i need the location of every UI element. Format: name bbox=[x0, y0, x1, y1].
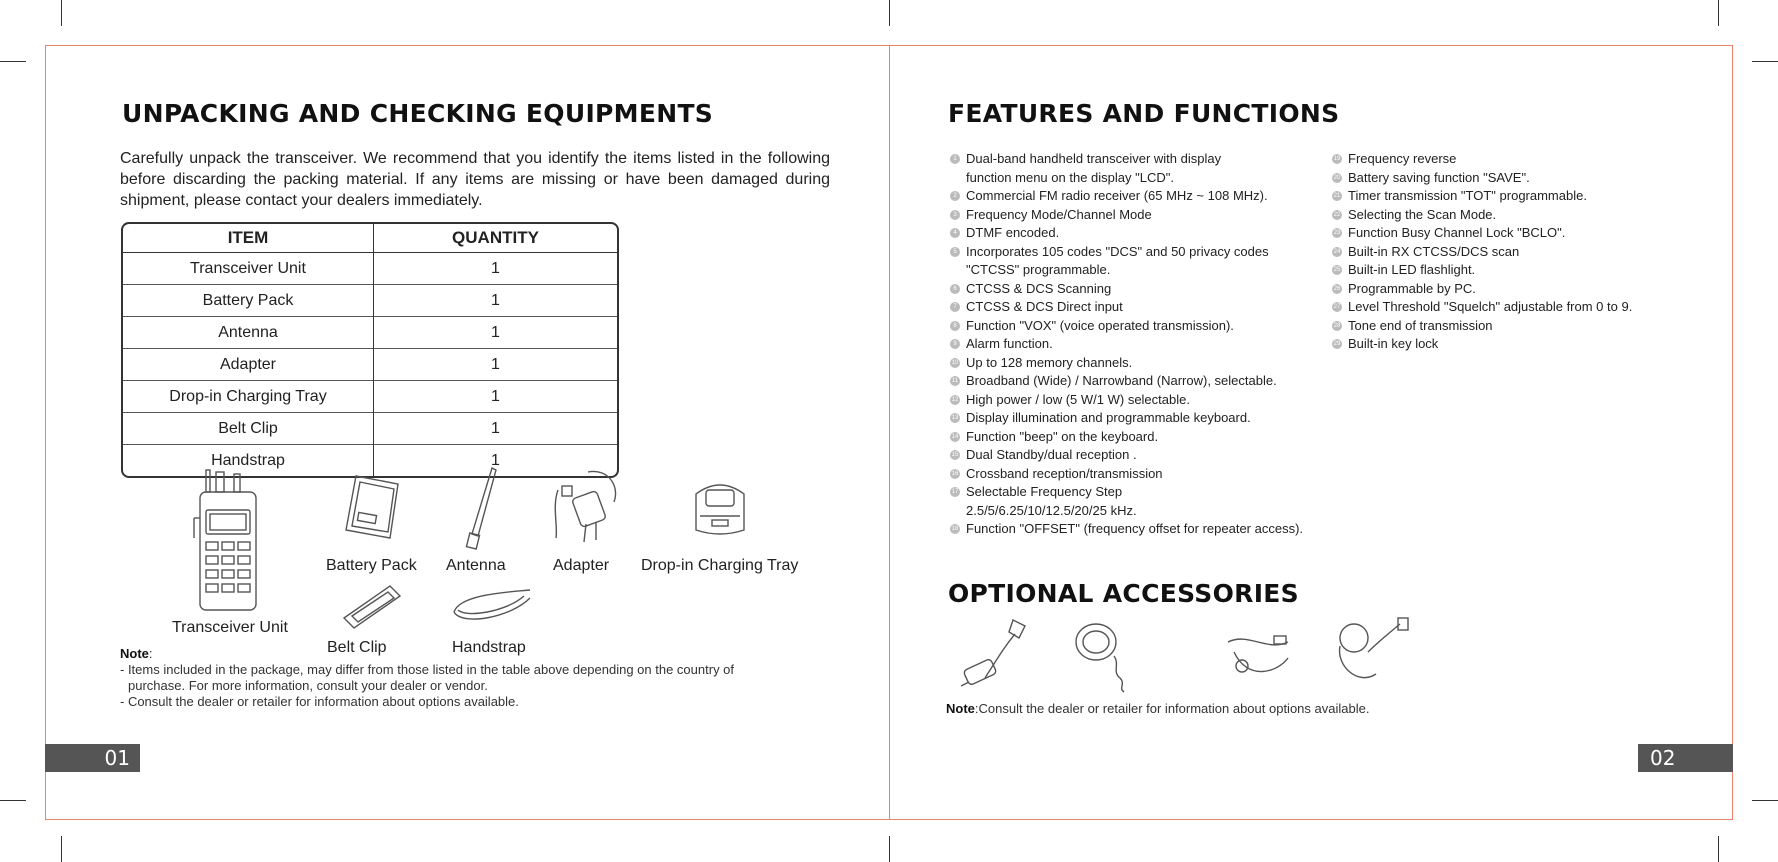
feature-number-bullet: 24 bbox=[1333, 248, 1341, 255]
feature-text: Dual-band handheld transceiver with display bbox=[966, 151, 1222, 166]
note-label: Note bbox=[120, 646, 149, 661]
table-row bbox=[123, 413, 617, 445]
table-row bbox=[123, 285, 617, 317]
feature-text: CTCSS & DCS Scanning bbox=[966, 280, 1112, 296]
crop-mark bbox=[889, 0, 890, 26]
quantity-cell: 1 bbox=[374, 285, 617, 317]
feature-text: High power / low (5 W/1 W) selectable. bbox=[966, 391, 1190, 407]
feature-number-bullet: 9 bbox=[950, 339, 960, 349]
feature-item bbox=[950, 187, 1340, 206]
table-row bbox=[123, 381, 617, 413]
table-row bbox=[123, 317, 617, 349]
page-number-text: 02 bbox=[1650, 746, 1676, 770]
feature-text: Timer transmission "TOT" programmable. bbox=[1348, 188, 1587, 203]
feature-text: Frequency Mode/Channel Mode bbox=[966, 206, 1152, 222]
feature-text: Crossband reception/transmission bbox=[966, 465, 1163, 481]
feature-number-bullet: 22 bbox=[1333, 211, 1341, 218]
feature-text: Commercial FM radio receiver (65 MHz ~ 108 MHz). bbox=[966, 188, 1268, 203]
accessories-title: OPTIONAL ACCESSORIES bbox=[948, 579, 1299, 608]
item-cell: Drop-in Charging Tray bbox=[123, 381, 374, 413]
feature-item bbox=[950, 317, 1340, 336]
feature-item bbox=[950, 280, 1340, 299]
feature-text: Tone end of transmission bbox=[1348, 317, 1493, 333]
crop-mark bbox=[1752, 61, 1778, 62]
feature-text: Dual Standby/dual reception . bbox=[966, 447, 1137, 462]
feature-item bbox=[1332, 261, 1672, 280]
feature-number-bullet: 2 bbox=[950, 191, 960, 201]
note-text: :Consult the dealer or retailer for information about options available. bbox=[974, 701, 1370, 716]
crop-mark bbox=[1752, 800, 1778, 801]
item-cell: Transceiver Unit bbox=[123, 253, 374, 285]
crop-mark bbox=[889, 836, 890, 862]
feature-text: Function Busy Channel Lock "BCLO". bbox=[1348, 225, 1566, 240]
page-number-left bbox=[45, 744, 140, 772]
feature-number-bullet: 18 bbox=[951, 526, 959, 532]
feature-text: DTMF encoded. bbox=[966, 225, 1060, 240]
feature-text: Broadband (Wide) / Narrowband (Narrow), selectable. bbox=[966, 373, 1277, 388]
feature-number-bullet: 8 bbox=[950, 321, 960, 331]
feature-item bbox=[950, 409, 1340, 428]
caption-battery-pack: Battery Pack bbox=[326, 557, 417, 574]
feature-item bbox=[950, 391, 1340, 410]
feature-number-bullet: 27 bbox=[1333, 304, 1341, 310]
feature-item bbox=[950, 446, 1340, 465]
feature-number-bullet: 1 bbox=[950, 154, 960, 164]
left-note bbox=[120, 646, 840, 710]
note-label: Note bbox=[946, 701, 975, 716]
feature-item bbox=[950, 335, 1340, 354]
feature-item bbox=[950, 483, 1340, 502]
feature-text-continued: 2.5/5/6.25/10/12.5/20/25 kHz. bbox=[966, 502, 1137, 518]
antenna-illustration bbox=[462, 466, 502, 552]
crop-mark bbox=[1718, 0, 1719, 26]
item-cell: Battery Pack bbox=[123, 285, 374, 317]
feature-text: Up to 128 memory channels. bbox=[966, 354, 1133, 370]
column-header-item: ITEM bbox=[123, 224, 374, 253]
note-line: purchase. For more information, consult your dealer or vendor. bbox=[128, 678, 488, 693]
feature-text: Function "VOX" (voice operated transmission). bbox=[966, 317, 1234, 333]
page-number-text: 01 bbox=[104, 746, 130, 770]
feature-item bbox=[1332, 280, 1672, 299]
table-row bbox=[123, 253, 617, 285]
quantity-cell: 1 bbox=[374, 317, 617, 349]
feature-item bbox=[950, 224, 1340, 243]
feature-item bbox=[1332, 317, 1672, 336]
feature-number-bullet: 6 bbox=[950, 284, 960, 294]
caption-belt-clip: Belt Clip bbox=[327, 639, 387, 656]
car-charger-illustration bbox=[955, 616, 1035, 694]
crop-mark bbox=[61, 836, 62, 862]
adapter-illustration bbox=[548, 466, 624, 546]
feature-number-bullet: 28 bbox=[1333, 322, 1341, 329]
item-cell: Handstrap bbox=[123, 445, 374, 476]
caption-transceiver: Transceiver Unit bbox=[172, 619, 288, 636]
feature-item bbox=[950, 372, 1340, 391]
feature-text: Alarm function. bbox=[966, 336, 1053, 351]
quantity-cell: 1 bbox=[374, 253, 617, 285]
feature-item bbox=[950, 206, 1340, 225]
feature-number-bullet: 4 bbox=[950, 228, 960, 238]
feature-item bbox=[950, 243, 1340, 262]
quantity-cell: 1 bbox=[374, 413, 617, 445]
quantity-cell: 1 bbox=[374, 349, 617, 381]
item-cell: Adapter bbox=[123, 349, 374, 381]
feature-item bbox=[950, 354, 1340, 373]
caption-charging-tray: Drop-in Charging Tray bbox=[641, 557, 799, 574]
feature-item bbox=[950, 150, 1340, 169]
page-fold bbox=[889, 45, 890, 820]
feature-text: Selectable Frequency Step bbox=[966, 484, 1123, 499]
item-cell: Belt Clip bbox=[123, 413, 374, 445]
feature-text: Incorporates 105 codes "DCS" and 50 privacy codes bbox=[966, 243, 1269, 259]
feature-item bbox=[1332, 243, 1672, 262]
crop-mark bbox=[61, 0, 62, 26]
earpiece-illustration bbox=[1218, 622, 1298, 690]
caption-adapter: Adapter bbox=[553, 557, 610, 574]
feature-item bbox=[950, 298, 1340, 317]
feature-text: Frequency reverse bbox=[1348, 151, 1457, 166]
caption-handstrap: Handstrap bbox=[452, 639, 526, 656]
headset-illustration bbox=[1328, 616, 1418, 694]
quantity-cell: 1 bbox=[374, 381, 617, 413]
features-list-left bbox=[950, 150, 1340, 539]
feature-number-bullet: 17 bbox=[951, 489, 959, 495]
feature-text: Selecting the Scan Mode. bbox=[1348, 206, 1497, 222]
item-cell: Antenna bbox=[123, 317, 374, 349]
feature-text: Programmable by PC. bbox=[1348, 280, 1476, 296]
feature-text: Function "beep" on the keyboard. bbox=[966, 428, 1159, 444]
quantity-cell: 1 bbox=[491, 451, 500, 469]
crop-mark bbox=[1718, 836, 1719, 862]
feature-number-bullet: 10 bbox=[951, 359, 959, 366]
feature-item bbox=[950, 465, 1340, 484]
handstrap-illustration bbox=[450, 586, 536, 628]
feature-number-bullet: 29 bbox=[1333, 341, 1341, 347]
crop-mark bbox=[0, 61, 26, 62]
feature-number-bullet: 26 bbox=[1333, 285, 1341, 292]
feature-number-bullet: 19 bbox=[1333, 156, 1341, 162]
feature-item bbox=[1332, 335, 1672, 354]
right-note bbox=[946, 701, 1369, 717]
crop-mark bbox=[0, 800, 26, 801]
feature-number-bullet: 11 bbox=[951, 378, 959, 384]
items-table bbox=[121, 222, 619, 478]
feature-number-bullet: 21 bbox=[1333, 193, 1341, 199]
feature-text: Display illumination and programmable keyboard. bbox=[966, 410, 1251, 425]
feature-text: Function "OFFSET" (frequency offset for repeater access). bbox=[966, 521, 1304, 536]
transceiver-illustration bbox=[190, 468, 270, 614]
belt-clip-illustration bbox=[338, 582, 408, 630]
feature-number-bullet: 3 bbox=[950, 210, 960, 220]
feature-number-bullet: 23 bbox=[1333, 230, 1341, 236]
feature-number-bullet: 14 bbox=[951, 433, 959, 440]
feature-text: CTCSS & DCS Direct input bbox=[966, 299, 1123, 314]
feature-number-bullet: 7 bbox=[950, 302, 960, 312]
feature-number-bullet: 15 bbox=[951, 452, 959, 458]
feature-number-bullet: 5 bbox=[950, 247, 960, 257]
right-page-title: FEATURES AND FUNCTIONS bbox=[948, 99, 1340, 128]
feature-number-bullet: 20 bbox=[1333, 174, 1341, 181]
note-colon: : bbox=[148, 646, 153, 661]
feature-text: Built-in LED flashlight. bbox=[1348, 262, 1476, 277]
table-row bbox=[123, 349, 617, 381]
feature-item bbox=[1332, 298, 1672, 317]
caption-antenna: Antenna bbox=[446, 557, 506, 574]
note-line: - Items included in the package, may differ from those listed in the table above depending on the country of bbox=[120, 662, 735, 677]
feature-number-bullet: 25 bbox=[1333, 267, 1341, 273]
feature-item bbox=[1332, 150, 1672, 169]
intro-paragraph: Carefully unpack the transceiver. We recommend that you identify the items listed in the following before discarding the packing material. If any items are missing or have been damaged during shipment, please contact your dealers immediately. bbox=[120, 150, 830, 209]
feature-text-continued: "CTCSS" programmable. bbox=[966, 262, 1111, 277]
feature-item bbox=[1332, 169, 1672, 188]
column-header-quantity: QUANTITY bbox=[374, 224, 617, 253]
feature-item bbox=[950, 428, 1340, 447]
feature-number-bullet: 13 bbox=[951, 415, 959, 421]
features-list-right bbox=[1332, 150, 1672, 354]
feature-text: Battery saving function "SAVE". bbox=[1348, 169, 1530, 185]
feature-text: Built-in RX CTCSS/DCS scan bbox=[1348, 243, 1520, 259]
battery-pack-illustration bbox=[338, 470, 408, 542]
feature-item bbox=[1332, 206, 1672, 225]
charging-tray-illustration bbox=[690, 474, 750, 538]
feature-text-continued: function menu on the display "LCD". bbox=[966, 169, 1174, 185]
feature-item bbox=[1332, 187, 1672, 206]
feature-text: Level Threshold "Squelch" adjustable from 0 to 9. bbox=[1348, 299, 1633, 314]
note-line: - Consult the dealer or retailer for information about options available. bbox=[120, 694, 519, 709]
feature-text: Built-in key lock bbox=[1348, 336, 1439, 351]
table-header-row bbox=[123, 224, 617, 253]
feature-item bbox=[950, 520, 1340, 539]
left-page-title: UNPACKING AND CHECKING EQUIPMENTS bbox=[122, 99, 714, 128]
page-number-right bbox=[1638, 744, 1733, 772]
feature-number-bullet: 16 bbox=[951, 470, 959, 477]
feature-number-bullet: 12 bbox=[951, 396, 959, 403]
feature-item bbox=[1332, 224, 1672, 243]
speaker-mic-illustration bbox=[1068, 616, 1148, 694]
